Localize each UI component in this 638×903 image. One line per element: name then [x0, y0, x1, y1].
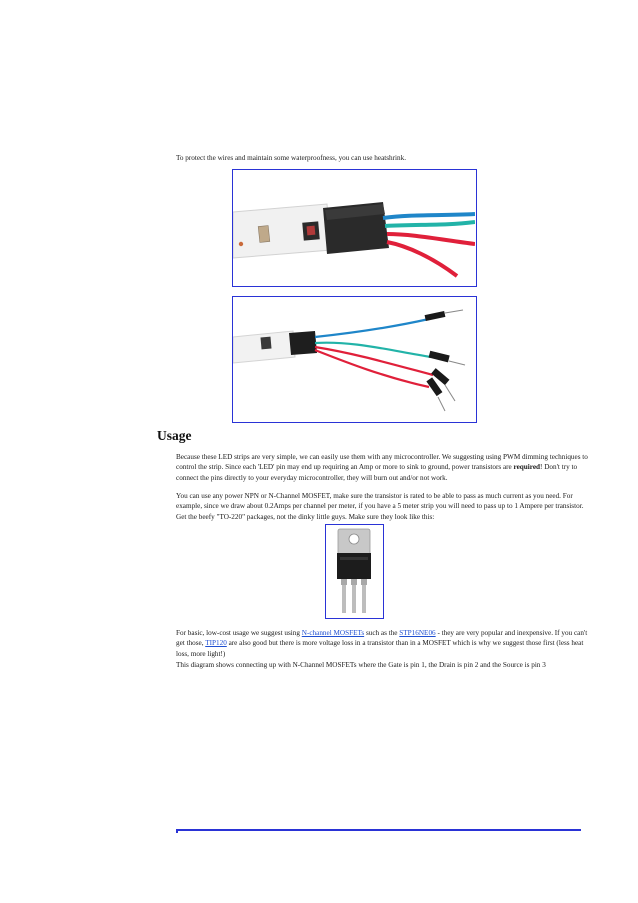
heatshrink-photo — [232, 169, 477, 287]
usage-paragraph-1-text: Because these LED strips are very simple, we can easily use them with any microcontroller. We suggesting using PWM dimming techniques to control the strip. Since each 'LED' pin may end up requiring an Amp or more to sink to ground, power transistors are — [176, 453, 588, 472]
usage-paragraph-1-text-end: ! Don't try to connect the pins directly to your everyday microcontroller, they will burn out and/or not work. — [176, 463, 578, 482]
usage-paragraph-3-text-4: are also good but there is more voltage loss in a transistor than in a MOSFET which is why we suggest those first (less heat loss, more light!) — [176, 639, 584, 658]
footer-rule — [176, 829, 581, 831]
usage-paragraph-3 — [176, 628, 592, 659]
required-emphasis: required — [513, 463, 541, 472]
footer-rule-tick — [176, 829, 178, 833]
usage-paragraph-3-text: For basic, low-cost usage we suggest using — [176, 629, 302, 637]
transistor-illustration — [326, 525, 382, 617]
usage-paragraph-3-text-2: such as the — [364, 629, 400, 637]
usage-paragraph-1 — [176, 452, 592, 483]
heatshrink-illustration — [233, 170, 475, 285]
intro-text: To protect the wires and maintain some waterproofness, you can use heatshrink. — [176, 154, 407, 162]
stp16ne06-link[interactable]: STP16NE06 — [399, 629, 436, 637]
usage-heading: Usage — [157, 428, 192, 443]
n-channel-mosfets-link[interactable]: N-channel MOSFETs — [301, 629, 365, 637]
usage-paragraph-4: This diagram shows connecting up with N-Channel MOSFETs where the Gate is pin 1, the Drain is pin 2 and the Source is pin 3 — [176, 661, 546, 669]
jumper-wires-illustration — [233, 297, 475, 421]
usage-paragraph-2: You can use any power NPN or N-Channel MOSFET, make sure the transistor is rated to be able to pass as much current as you need. For example, since we draw about 0.2Amps per channel per meter, if you have a 5 meter strip you will need to pass up to 1 Ampere per transistor. Get the beefy "TO-220" packages, not the dinky little guys. Make sure they look like this: — [176, 492, 584, 521]
usage-paragraph-3-text-3: - they are very popular and inexpensive. If you can't get those, — [176, 629, 588, 648]
tip120-link[interactable]: TIP120 — [205, 639, 227, 648]
jumper-wires-photo — [232, 296, 477, 423]
to220-transistor-photo — [325, 524, 384, 619]
